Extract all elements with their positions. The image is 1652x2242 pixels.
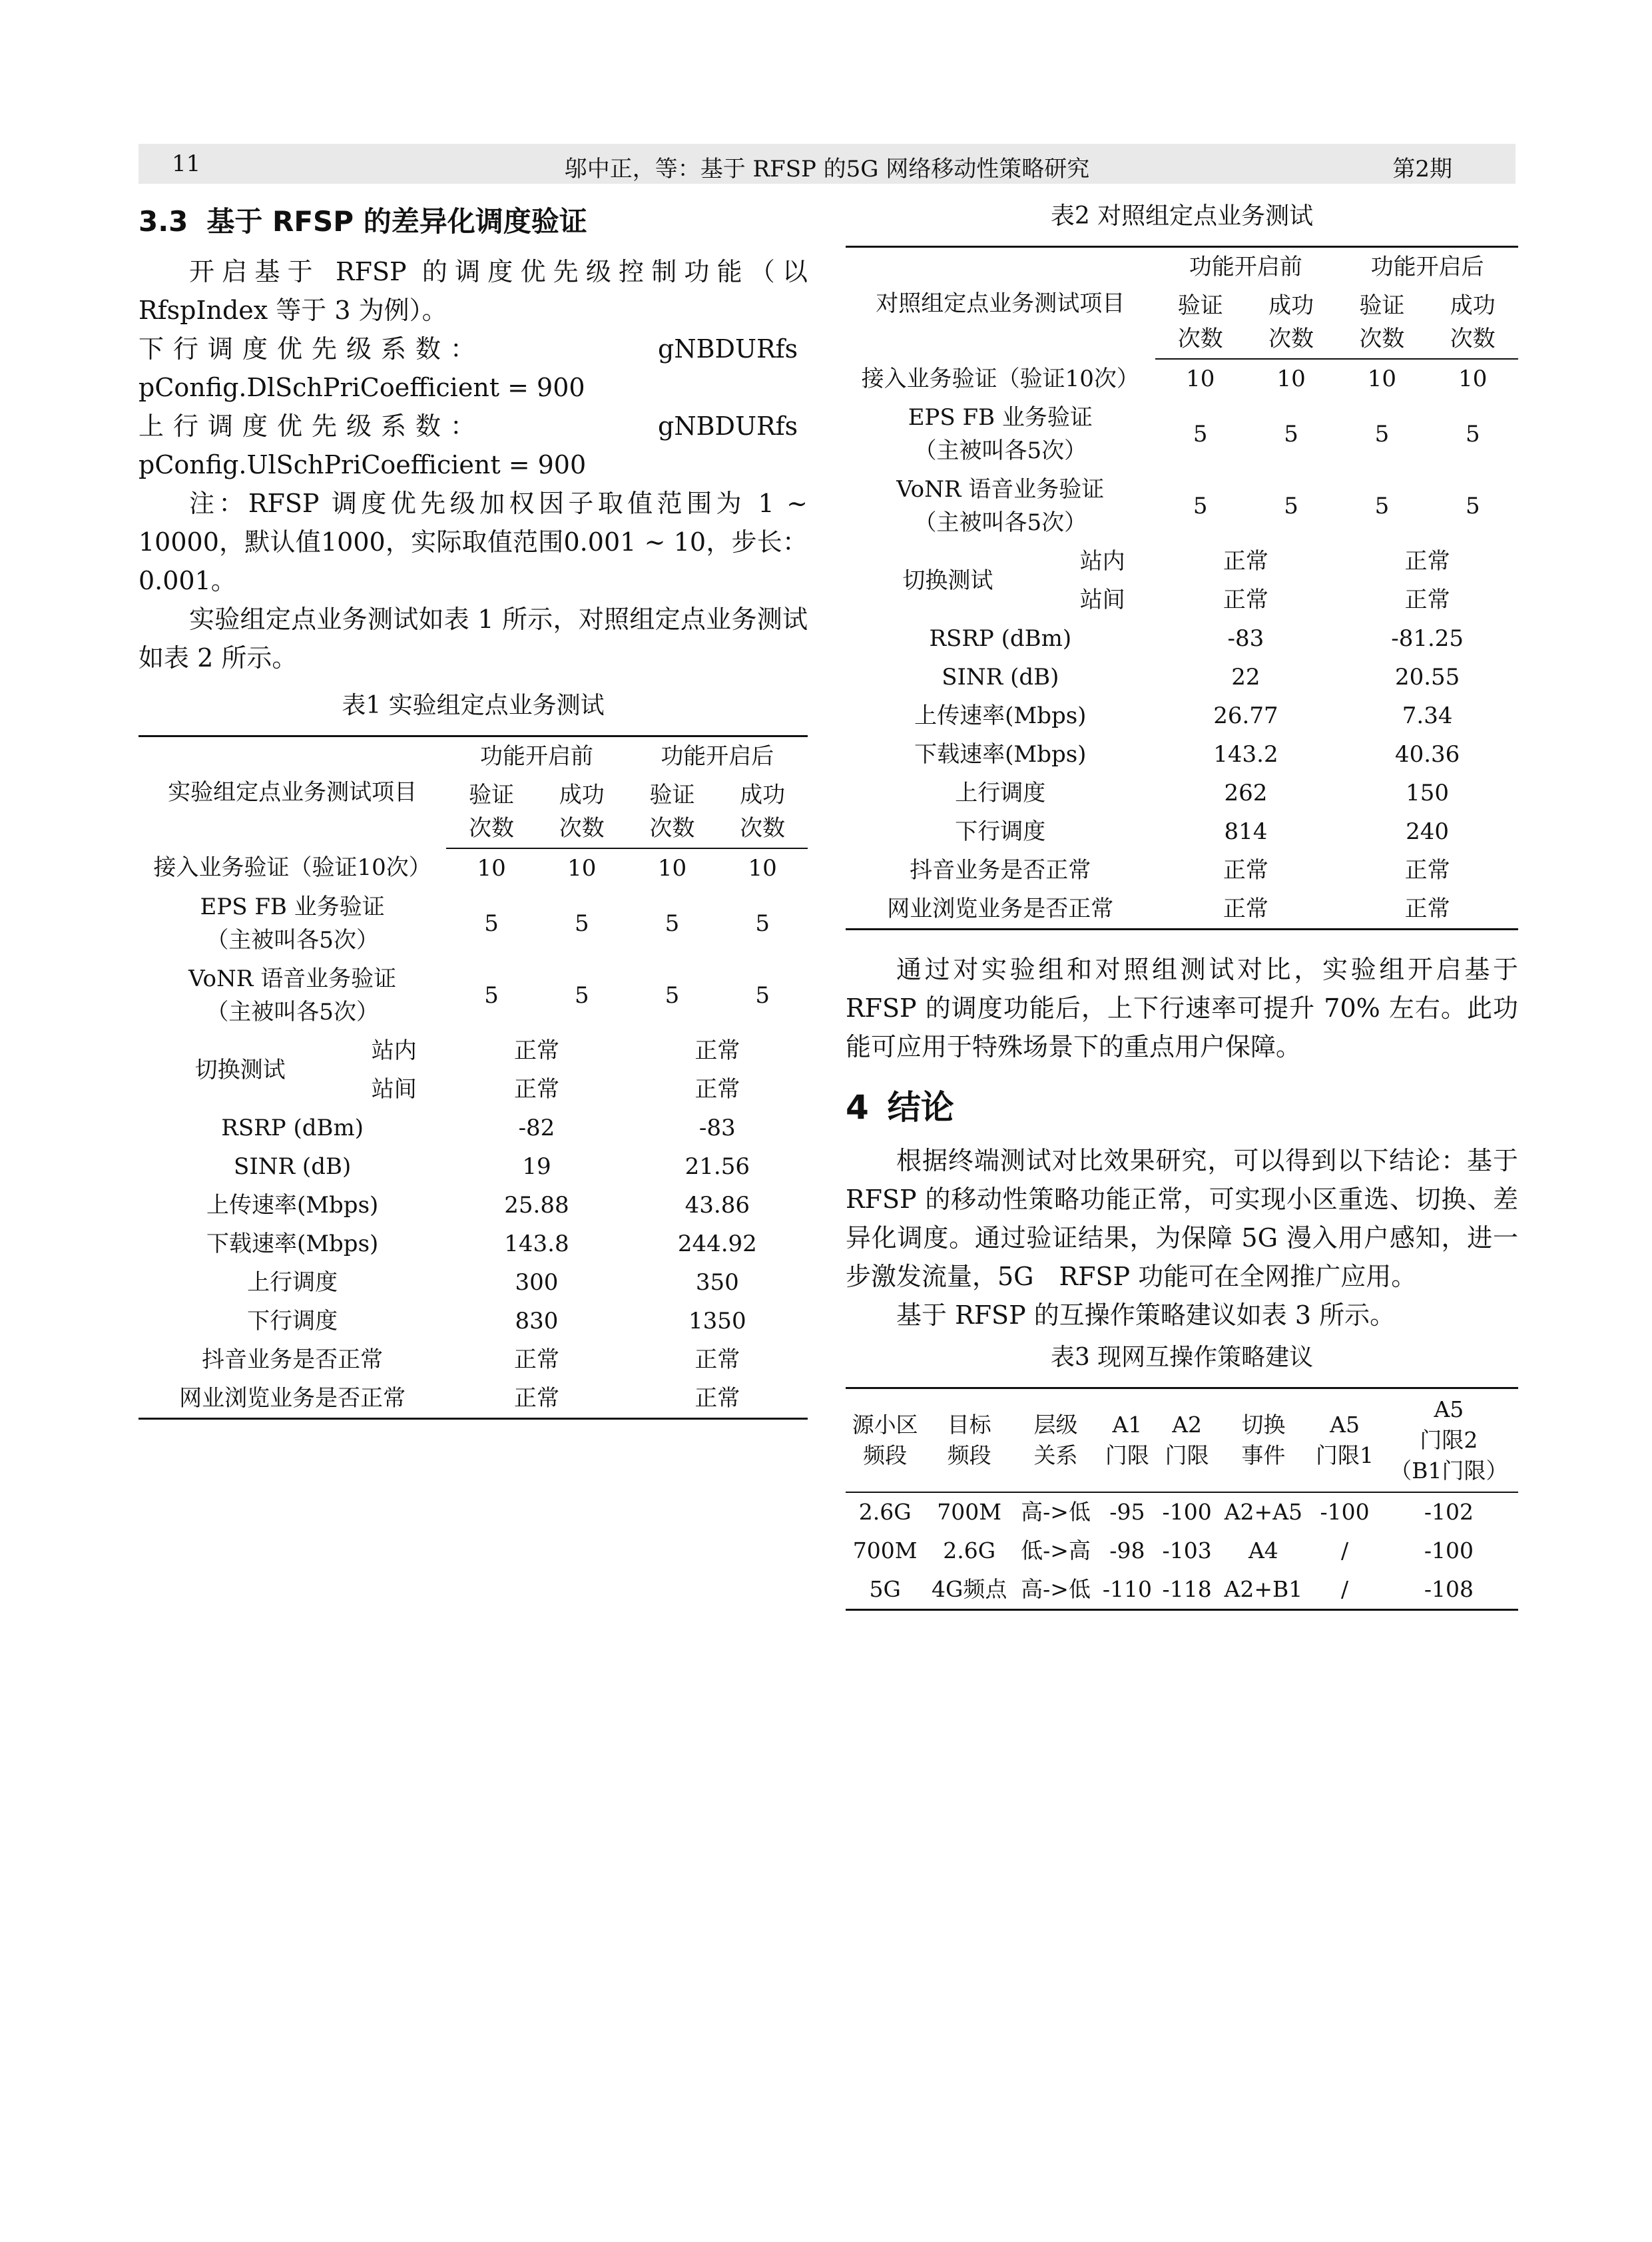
- table-row: [846, 890, 1518, 930]
- cell: 25.88: [504, 1191, 569, 1219]
- cell: /: [1340, 1538, 1349, 1563]
- row-label: EPS FB 业务验证 （主被叫各5次）: [908, 404, 1093, 464]
- cell: 5: [665, 910, 680, 937]
- table-row: [138, 1109, 808, 1147]
- cell: 22: [1231, 664, 1260, 691]
- cell: 5: [1374, 421, 1390, 447]
- col-a5-1: A5 门限1: [1310, 1388, 1380, 1493]
- cell: -81.25: [1391, 625, 1464, 652]
- row-label: 切换测试: [194, 1056, 286, 1083]
- issue-number: 第2期: [1392, 156, 1452, 182]
- table1-group-after: 功能开启后: [661, 742, 774, 770]
- table-row: [846, 774, 1518, 812]
- row-label: 网业浏览业务是否正常: [887, 896, 1114, 922]
- col-tgt-band: 目标 频段: [924, 1388, 1014, 1493]
- cell: 正常: [1223, 896, 1268, 922]
- cell: 2.6G: [943, 1538, 996, 1563]
- cell: 10: [1276, 366, 1306, 392]
- row-label: 下载速率(Mbps): [914, 741, 1087, 768]
- table2: [846, 246, 1518, 930]
- row-sublabel: 站内: [371, 1037, 417, 1064]
- paragraph: 根据终端测试对比效果研究，可以得到以下结论：基于 RFSP 的移动性策略功能正常，可实现小区重选、切换、差异化调度。通过验证结果，为保障 5G 漫入用户感知，进一步激发流量，5G RFSP 功能可在全网推广应用。: [846, 1146, 1518, 1291]
- paragraph-label: 上行调度优先级系数：: [138, 411, 485, 441]
- table-row: [138, 1225, 808, 1263]
- running-title: 邬中正，等：基于 RFSP 的5G 网络移动性策略研究: [564, 156, 1090, 182]
- row-label: 下行调度: [955, 818, 1046, 845]
- section-heading-3-3: [138, 204, 808, 240]
- cell: 正常: [694, 1037, 740, 1064]
- cell: 19: [522, 1153, 551, 1180]
- cell: 10: [1458, 366, 1488, 392]
- cell: 10: [477, 854, 506, 882]
- cell: 正常: [1223, 587, 1268, 613]
- param-ul: gNBDURfspConfig.UlSchPriCoefficient = 900: [138, 411, 798, 479]
- table3: [846, 1387, 1518, 1611]
- cell: 5: [665, 981, 680, 1009]
- param-dl: gNBDURfspConfig.DlSchPriCoefficient = 900: [138, 334, 798, 402]
- cell: 5: [1374, 493, 1390, 519]
- note-paragraph: 注：RFSP 调度优先级加权因子取值范围为 1 ~ 10000，默认值1000，实际取值范围0.001 ~ 10，步长：0.001。: [138, 488, 808, 595]
- cell: 10: [657, 854, 687, 882]
- cell: 正常: [1404, 587, 1450, 613]
- cell: -118: [1162, 1576, 1212, 1602]
- cell: 正常: [513, 1037, 559, 1064]
- table-row: [138, 1263, 808, 1302]
- row-label: EPS FB 业务验证 （主被叫各5次）: [200, 893, 385, 954]
- cell: 10: [567, 854, 597, 882]
- table1-group-before: 功能开启前: [479, 742, 593, 770]
- cell: 143.8: [504, 1230, 569, 1257]
- cell: /: [1340, 1576, 1349, 1602]
- cell: A2+A5: [1224, 1499, 1303, 1525]
- row-label: 上行调度: [955, 780, 1046, 806]
- row-label: VoNR 语音业务验证 （主被叫各5次）: [896, 476, 1105, 536]
- section-title: 基于 RFSP 的差异化调度验证: [206, 205, 587, 238]
- row-label: 接入业务验证（验证10次）: [861, 365, 1139, 392]
- cell: 1350: [688, 1307, 746, 1334]
- cell: 26.77: [1213, 702, 1278, 729]
- cell: 300: [515, 1268, 559, 1296]
- cell: 正常: [1404, 896, 1450, 922]
- cell: -100: [1162, 1499, 1212, 1525]
- cell: A4: [1248, 1538, 1278, 1563]
- col-verify: 验证 次数: [1336, 286, 1427, 359]
- cell: 10: [1186, 366, 1215, 392]
- cell: 正常: [694, 1075, 740, 1103]
- table-row: [138, 848, 808, 888]
- row-label: 接入业务验证（验证10次）: [153, 854, 431, 882]
- cell: 700M: [852, 1538, 918, 1563]
- table1: [138, 735, 808, 1420]
- paragraph: 通过对实验组和对照组测试对比，实验组开启基于 RFSP 的调度功能后，上下行速率可提升 70% 左右。此功能可应用于特殊场景下的重点用户保障。: [846, 955, 1518, 1061]
- cell: -83: [698, 1114, 736, 1141]
- cell: 700M: [937, 1499, 1002, 1525]
- cell: 10: [1367, 366, 1397, 392]
- section-number: 4: [846, 1088, 869, 1127]
- table-row: [846, 470, 1518, 542]
- table-row: [846, 735, 1518, 774]
- cell: 240: [1406, 818, 1450, 845]
- table-row: [138, 1379, 808, 1419]
- cell: 2.6G: [858, 1499, 912, 1525]
- row-label: 下行调度: [247, 1307, 338, 1334]
- cell: 5: [755, 910, 770, 937]
- cell: 正常: [694, 1346, 740, 1373]
- table-row: [138, 1031, 808, 1070]
- table-row: [846, 1532, 1518, 1570]
- cell: 5: [484, 981, 499, 1009]
- table2-caption: 表2 对照组定点业务测试: [1050, 202, 1314, 230]
- cell: 21.56: [685, 1153, 750, 1180]
- row-label: SINR (dB): [234, 1153, 352, 1180]
- cell: 正常: [513, 1346, 559, 1373]
- cell: 262: [1224, 780, 1268, 806]
- cell: 正常: [513, 1075, 559, 1103]
- col-level: 层级 关系: [1014, 1388, 1097, 1493]
- table-row: [138, 888, 808, 960]
- cell: 244.92: [677, 1230, 757, 1257]
- col-src-band: 源小区 频段: [846, 1388, 924, 1493]
- row-label: RSRP (dBm): [929, 625, 1072, 652]
- col-success: 成功 次数: [1246, 286, 1336, 359]
- cell: 5G: [869, 1576, 901, 1602]
- cell: 830: [515, 1307, 559, 1334]
- table1-caption: 表1 实验组定点业务测试: [342, 691, 605, 719]
- paragraph: 开启基于 RFSP 的调度优先级控制功能（以 RfspIndex 等于 3 为例）。: [138, 256, 808, 325]
- cell: 814: [1224, 818, 1268, 845]
- table-row: [846, 1570, 1518, 1610]
- row-label: 抖音业务是否正常: [202, 1346, 384, 1373]
- row-label: 上传速率(Mbps): [914, 702, 1087, 729]
- cell: 高->低: [1021, 1576, 1091, 1602]
- table-row: [846, 812, 1518, 851]
- section-title: 结论: [887, 1088, 954, 1127]
- cell: 4G频点: [931, 1576, 1007, 1602]
- row-label: 切换测试: [902, 567, 993, 594]
- table-row: [846, 697, 1518, 735]
- table-row: [138, 1302, 808, 1340]
- cell: -100: [1320, 1499, 1370, 1525]
- cell: 20.55: [1394, 664, 1460, 691]
- cell: 7.34: [1402, 702, 1453, 729]
- table2-group-before: 功能开启前: [1189, 254, 1302, 280]
- cell: -83: [1227, 625, 1264, 652]
- cell: 10: [748, 854, 777, 882]
- cell: 高->低: [1021, 1499, 1091, 1525]
- row-sublabel: 站间: [371, 1075, 417, 1103]
- row-sublabel: 站间: [1079, 587, 1125, 613]
- cell: -110: [1102, 1576, 1152, 1602]
- cell: 5: [574, 981, 589, 1009]
- cell: -100: [1424, 1538, 1474, 1563]
- cell: -108: [1424, 1576, 1474, 1602]
- col-ho-event: 切换 事件: [1217, 1388, 1310, 1493]
- col-a2: A2 门限: [1157, 1388, 1217, 1493]
- cell: 5: [574, 910, 589, 937]
- table-row: [138, 1186, 808, 1225]
- left-column: [138, 197, 808, 1420]
- paragraph-label: 下行调度优先级系数：: [138, 334, 485, 364]
- col-a5-2: A5 门限2 （B1门限）: [1380, 1388, 1518, 1493]
- col-success: 成功 次数: [537, 776, 627, 848]
- table-row: [846, 658, 1518, 697]
- cell: 低->高: [1021, 1538, 1091, 1563]
- col-a1: A1 门限: [1097, 1388, 1157, 1493]
- row-label: SINR (dB): [942, 664, 1059, 691]
- cell: 5: [1465, 493, 1480, 519]
- table2-group-after: 功能开启后: [1370, 254, 1484, 280]
- cell: A2+B1: [1224, 1576, 1303, 1602]
- cell: 正常: [1404, 857, 1450, 884]
- row-sublabel: 站内: [1079, 548, 1125, 575]
- table-row: [846, 398, 1518, 470]
- cell: 5: [1284, 493, 1298, 519]
- cell: -82: [518, 1114, 555, 1141]
- table-row: [846, 542, 1518, 581]
- cell: 350: [695, 1268, 739, 1296]
- table3-caption: 表3 现网互操作策略建议: [1050, 1344, 1314, 1371]
- cell: 5: [1193, 493, 1208, 519]
- cell: 5: [1284, 421, 1298, 447]
- cell: 5: [1465, 421, 1480, 447]
- row-label: 上传速率(Mbps): [206, 1191, 379, 1219]
- row-label: 网业浏览业务是否正常: [179, 1384, 406, 1412]
- section-heading-4: [846, 1086, 1518, 1129]
- cell: -98: [1109, 1538, 1145, 1563]
- cell: 5: [484, 910, 499, 937]
- table-row: [846, 359, 1518, 398]
- cell: 150: [1406, 780, 1450, 806]
- right-column: [846, 197, 1518, 1611]
- table-row: [846, 619, 1518, 658]
- col-verify: 验证 次数: [446, 776, 537, 848]
- cell: -95: [1109, 1499, 1145, 1525]
- cell: 正常: [513, 1384, 559, 1412]
- table-row: [846, 1492, 1518, 1532]
- cell: 正常: [1404, 548, 1450, 575]
- cell: 正常: [1223, 548, 1268, 575]
- section-number: 3.3: [138, 205, 188, 238]
- paragraph: 实验组定点业务测试如表 1 所示，对照组定点业务测试如表 2 所示。: [138, 604, 808, 673]
- cell: 43.86: [685, 1191, 750, 1219]
- table-row: [138, 1340, 808, 1379]
- col-success: 成功 次数: [1428, 286, 1518, 359]
- row-label: RSRP (dBm): [221, 1114, 364, 1141]
- col-success: 成功 次数: [717, 776, 808, 848]
- cell: 正常: [1223, 857, 1268, 884]
- table-row: [846, 851, 1518, 890]
- table2-item-header: 对照组定点业务测试项目: [876, 290, 1125, 317]
- table-row: [138, 960, 808, 1031]
- table-row: [138, 1147, 808, 1186]
- row-label: 上行调度: [247, 1268, 338, 1296]
- col-verify: 验证 次数: [627, 776, 718, 848]
- cell: 5: [1193, 421, 1208, 447]
- running-header: [138, 144, 1515, 184]
- col-verify: 验证 次数: [1155, 286, 1246, 359]
- row-label: 下载速率(Mbps): [206, 1230, 379, 1257]
- row-label: 抖音业务是否正常: [910, 857, 1091, 884]
- page-number: 11: [172, 150, 201, 177]
- cell: 143.2: [1213, 741, 1278, 768]
- cell: -103: [1162, 1538, 1212, 1563]
- paragraph: 基于 RFSP 的互操作策略建议如表 3 所示。: [896, 1300, 1396, 1330]
- cell: -102: [1424, 1499, 1474, 1525]
- table1-item-header: 实验组定点业务测试项目: [168, 779, 417, 806]
- cell: 正常: [694, 1384, 740, 1412]
- row-label: VoNR 语音业务验证 （主被叫各5次）: [188, 965, 397, 1025]
- cell: 5: [755, 981, 770, 1009]
- cell: 40.36: [1394, 741, 1460, 768]
